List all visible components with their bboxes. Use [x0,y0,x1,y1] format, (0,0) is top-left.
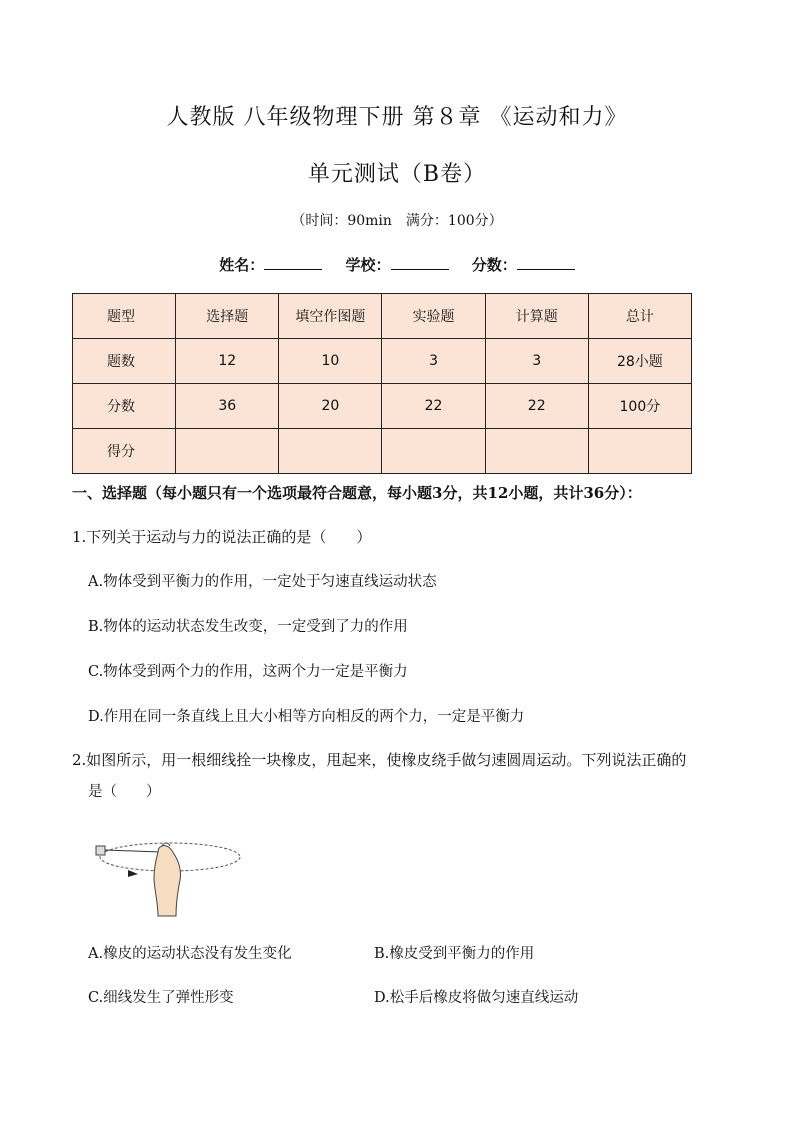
title-line-1: 人教版 八年级物理下册 第８章 《运动和力》 [166,105,628,130]
table-cell: 得分 [73,429,176,474]
table-cell: 计算题 [485,294,588,339]
table-cell: 3 [382,339,485,384]
question-1-stem: 1.下列关于运动与力的说法正确的是（ ） [72,528,372,546]
school-blank[interactable] [391,255,449,270]
title-line-2: 单元测试（B卷） [307,162,487,187]
score-entry-cell[interactable] [176,429,279,474]
score-blank[interactable] [517,255,575,270]
table-row [73,384,692,429]
score-entry-cell[interactable] [485,429,588,474]
eraser-circular-motion-figure [88,830,248,918]
table-cell: 20 [279,384,382,429]
q1-option-d: D.作用在同一条直线上且大小相等方向相反的两个力，一定是平衡力 [88,709,525,725]
q2-option-a: A.橡皮的运动状态没有发生变化 [88,946,292,962]
q1-option-c: C.物体受到两个力的作用，这两个力一定是平衡力 [88,664,408,680]
table-cell: 选择题 [176,294,279,339]
table-cell: 实验题 [382,294,485,339]
table-cell: 3 [485,339,588,384]
string [105,850,160,852]
table-cell: 填空作图题 [279,294,382,339]
motion-arrow [128,870,138,877]
score-label: 分数： [471,256,517,274]
table-row [73,339,692,384]
q2-option-b: B.橡皮受到平衡力的作用 [374,946,535,962]
table-row [73,429,692,474]
name-blank[interactable] [264,255,322,270]
table-cell: 22 [382,384,485,429]
section-heading: 一、选择题（每小题只有一个选项最符合题意，每小题3分，共12小题，共计36分）： [72,484,642,502]
hand [154,845,181,916]
question-2-stem-line1: 2.如图所示，用一根细线拴一块橡皮，甩起来，使橡皮绕手做匀速圆周运动。下列说法正确的 [72,751,687,769]
table-cell: 题数 [73,339,176,384]
score-entry-cell[interactable] [588,429,691,474]
name-label: 姓名： [219,256,265,274]
school-label: 学校： [345,256,391,274]
table-cell: 题型 [73,294,176,339]
table-cell: 10 [279,339,382,384]
score-entry-cell[interactable] [279,429,382,474]
table-cell: 36 [176,384,279,429]
table-cell: 总计 [588,294,691,339]
score-table [72,293,692,474]
table-cell: 分数 [73,384,176,429]
student-info-line [0,254,794,275]
eraser [96,846,105,855]
q2-option-c: C.细线发生了弹性形变 [88,990,234,1006]
table-cell: 28小题 [588,339,691,384]
table-cell: 12 [176,339,279,384]
table-cell: 100分 [588,384,691,429]
score-entry-cell[interactable] [382,429,485,474]
q1-option-b: B.物体的运动状态发生改变，一定受到了力的作用 [88,619,408,635]
exam-meta: （时间：90min 满分：100分） [291,213,503,229]
table-row [73,294,692,339]
q2-option-d: D.松手后橡皮将做匀速直线运动 [374,990,579,1006]
question-2-stem-line2: 是（ ） [88,784,161,800]
table-cell: 22 [485,384,588,429]
q1-option-a: A.物体受到平衡力的作用，一定处于匀速直线运动状态 [88,574,437,590]
